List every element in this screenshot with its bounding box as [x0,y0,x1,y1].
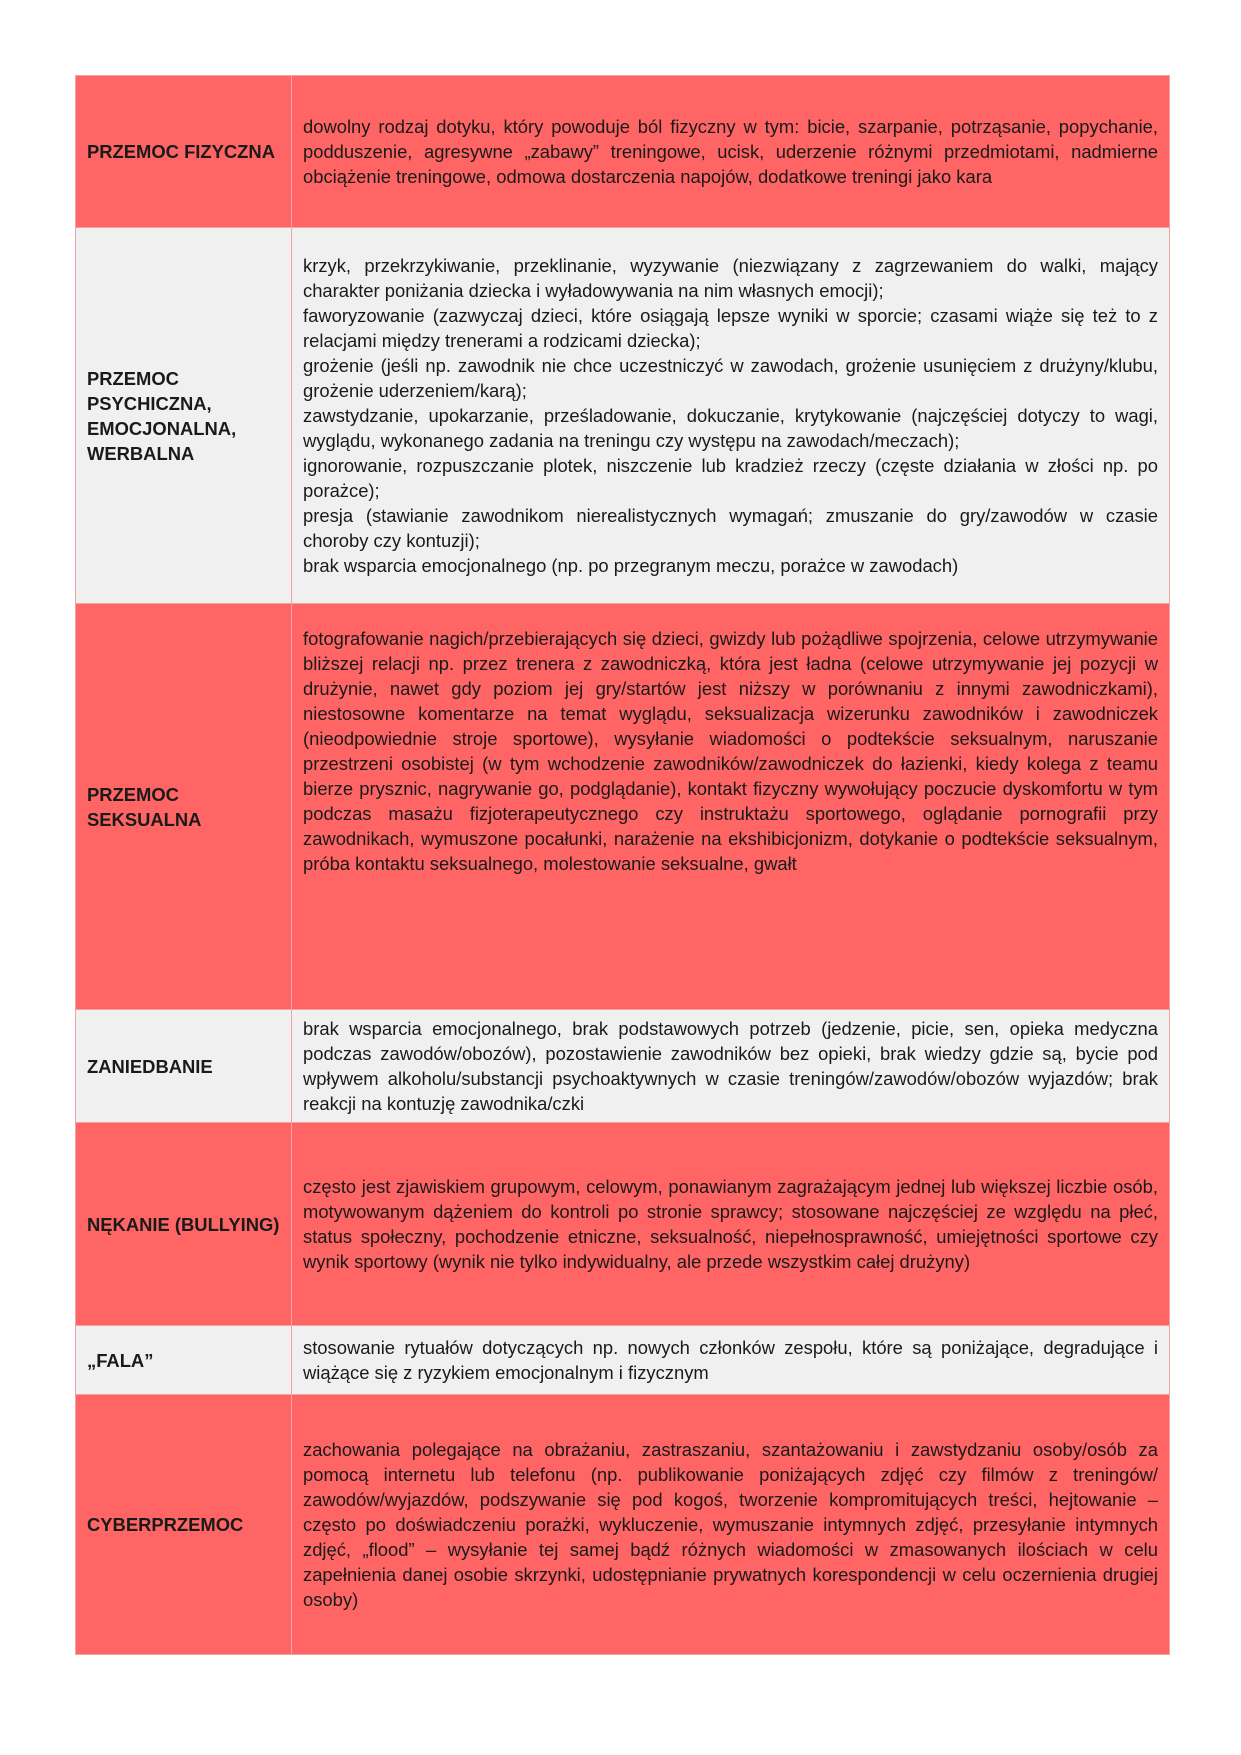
definition-cell [292,1123,1170,1326]
definition-text: często jest zjawiskiem grupowym, celowym, ponawianym zagrażającym jednej lub większej liczbie osób, motywowanym dążeniem do kontroli po stronie sprawcy; stosowane najczęściej ze względu na płeć, status społeczny, pochodzenie etniczne, seksualność, niepełnosprawność, umiejętności sportowe czy wynik sportowy (wynik nie tylko indywidualny, ale przede wszystkim całej drużyny) [303,1176,1158,1272]
definition-cell [292,1395,1170,1655]
definition-cell [292,1010,1170,1123]
term-label: ZANIEDBANIE [87,1055,213,1077]
table-row-psychological [76,228,1170,604]
term-label: PRZEMOC FIZYCZNA [87,141,275,162]
term-cell [76,76,292,228]
definition-cell [292,76,1170,228]
table-row-cyberbullying [76,1395,1170,1655]
violence-types-table [75,75,1170,1655]
definition-text: presja (stawianie zawodnikom nierealistycznych wymagań; zmuszanie do gry/zawodów w czasie choroby czy kontuzji); [303,505,1158,551]
term-cell [76,1123,292,1326]
term-label: NĘKANIE (BULLYING) [87,1213,280,1235]
term-cell [76,1326,292,1395]
definition-text: grożenie (jeśli np. zawodnik nie chce uczestniczyć w zawodach, grożenie usunięciem z drużyny/klubu, grożenie uderzeniem/karą); [303,355,1158,401]
definition-text: stosowanie rytuałów dotyczących np. nowych członków zespołu, które są poniżające, degradujące i wiążące się z ryzykiem emocjonalnym i fizycznym [303,1337,1158,1383]
term-cell [76,604,292,1010]
term-label: CYBERPRZEMOC [87,1514,244,1535]
table-row-sexual [76,604,1170,1010]
term-label: PRZEMOC PSYCHICZNA, EMOCJONALNA, WERBALNA [87,367,237,464]
table-row-bullying [76,1123,1170,1326]
term-label: „FALA” [87,1349,154,1371]
definition-text: brak wsparcia emocjonalnego, brak podstawowych potrzeb (jedzenie, picie, sen, opieka medyczna podczas zawodów/obozów), pozostawienie zawodników bez opieki, brak wiedzy gdzie są, bycie pod wpływem alkoholu/substancji psychoaktywnych w czasie treningów/zawodów/obozów wyjazdów; brak reakcji na kontuzję zawodnika/czki [303,1018,1158,1114]
definition-text: brak wsparcia emocjonalnego (np. po przegranym meczu, porażce w zawodach) [303,555,959,576]
term-cell [76,228,292,604]
term-cell [76,1010,292,1123]
table-row-neglect [76,1010,1170,1123]
table-row-physical [76,76,1170,228]
definition-text: zawstydzanie, upokarzanie, prześladowanie, dokuczanie, krytykowanie (najczęściej dotyczy to wagi, wyglądu, wykonanego zadania na treningu czy występu na zawodach/meczach); [303,405,1158,451]
definition-cell [292,228,1170,604]
term-label: PRZEMOC SEKSUALNA [87,783,202,830]
definition-cell [292,1326,1170,1395]
definition-text: faworyzowanie (zazwyczaj dzieci, które osiągają lepsze wyniki w sporcie; czasami wiąże się też to z relacjami między trenerami a rodzicami dziecka); [303,305,1158,351]
definition-text: dowolny rodzaj dotyku, który powoduje ból fizyczny w tym: bicie, szarpanie, potrząsanie, popychanie, podduszenie, agresywne „zabawy” treningowe, ucisk, uderzenie różnymi przedmiotami, nadmierne obciążenie treningowe, odmowa dostarczenia napojów, dodatkowe treningi jako kara [303,116,1158,187]
definition-text: fotografowanie nagich/przebierających się dzieci, gwizdy lub pożądliwe spojrzenia, celowe utrzymywanie bliższej relacji np. przez trenera z zawodniczką, która jest ładna (celowe utrzymywanie jej pozycji w drużynie, nawet gdy poziom jej gry/startów jest niższy w porównaniu z innymi zawodniczkami), niestosowne komentarze na temat wyglądu, seksualizacja wizerunku zawodników i zawodniczek (nieodpowiednie stroje sportowe), wysyłanie wiadomości o podtekście seksualnym, naruszanie przestrzeni osobistej (w tym wchodzenie zawodników/zawodniczek do łazienki, kiedy kolega z teamu bierze prysznic, nagrywanie go, podglądanie), kontakt fizyczny wywołujący poczucie dyskomfortu w tym podczas masażu fizjoterapeutycznego czy instruktażu sportowego, oglądanie pornografii przy zawodnikach, wymuszone pocałunki, narażenie na ekshibicjonizm, dotykanie o podtekście seksualnym, próba kontaktu seksualnego, molestowanie seksualne, gwałt [303,628,1158,874]
definition-text: ignorowanie, rozpuszczanie plotek, niszczenie lub kradzież rzeczy (częste działania w złości np. po porażce); [303,455,1158,501]
definition-text: zachowania polegające na obrażaniu, zastraszaniu, szantażowaniu i zawstydzaniu osoby/osób za pomocą internetu lub telefonu (np. publikowanie poniżających zdjęć czy filmów z treningów/ zawodów/wyjazdów, podszywanie się pod kogoś, tworzenie kompromitujących treści, hejtowanie – często po doświadczeniu porażki, wykluczenie, wymuszanie intymnych zdjęć, przesyłanie intymnych zdjęć, „flood” – wysyłanie tej samej bądź różnych wiadomości w zmasowanych ilościach w celu zapełnienia danej osobie skrzynki, udostępnianie prywatnych korespondencji w celu oczernienia drugiej osoby) [303,1439,1158,1610]
table-row-hazing [76,1326,1170,1395]
term-cell [76,1395,292,1655]
definition-text: krzyk, przekrzykiwanie, przeklinanie, wyzywanie (niezwiązany z zagrzewaniem do walki, mający charakter poniżania dziecka i wyładowywania na nim własnych emocji); [303,255,1158,301]
definition-cell [292,604,1170,1010]
